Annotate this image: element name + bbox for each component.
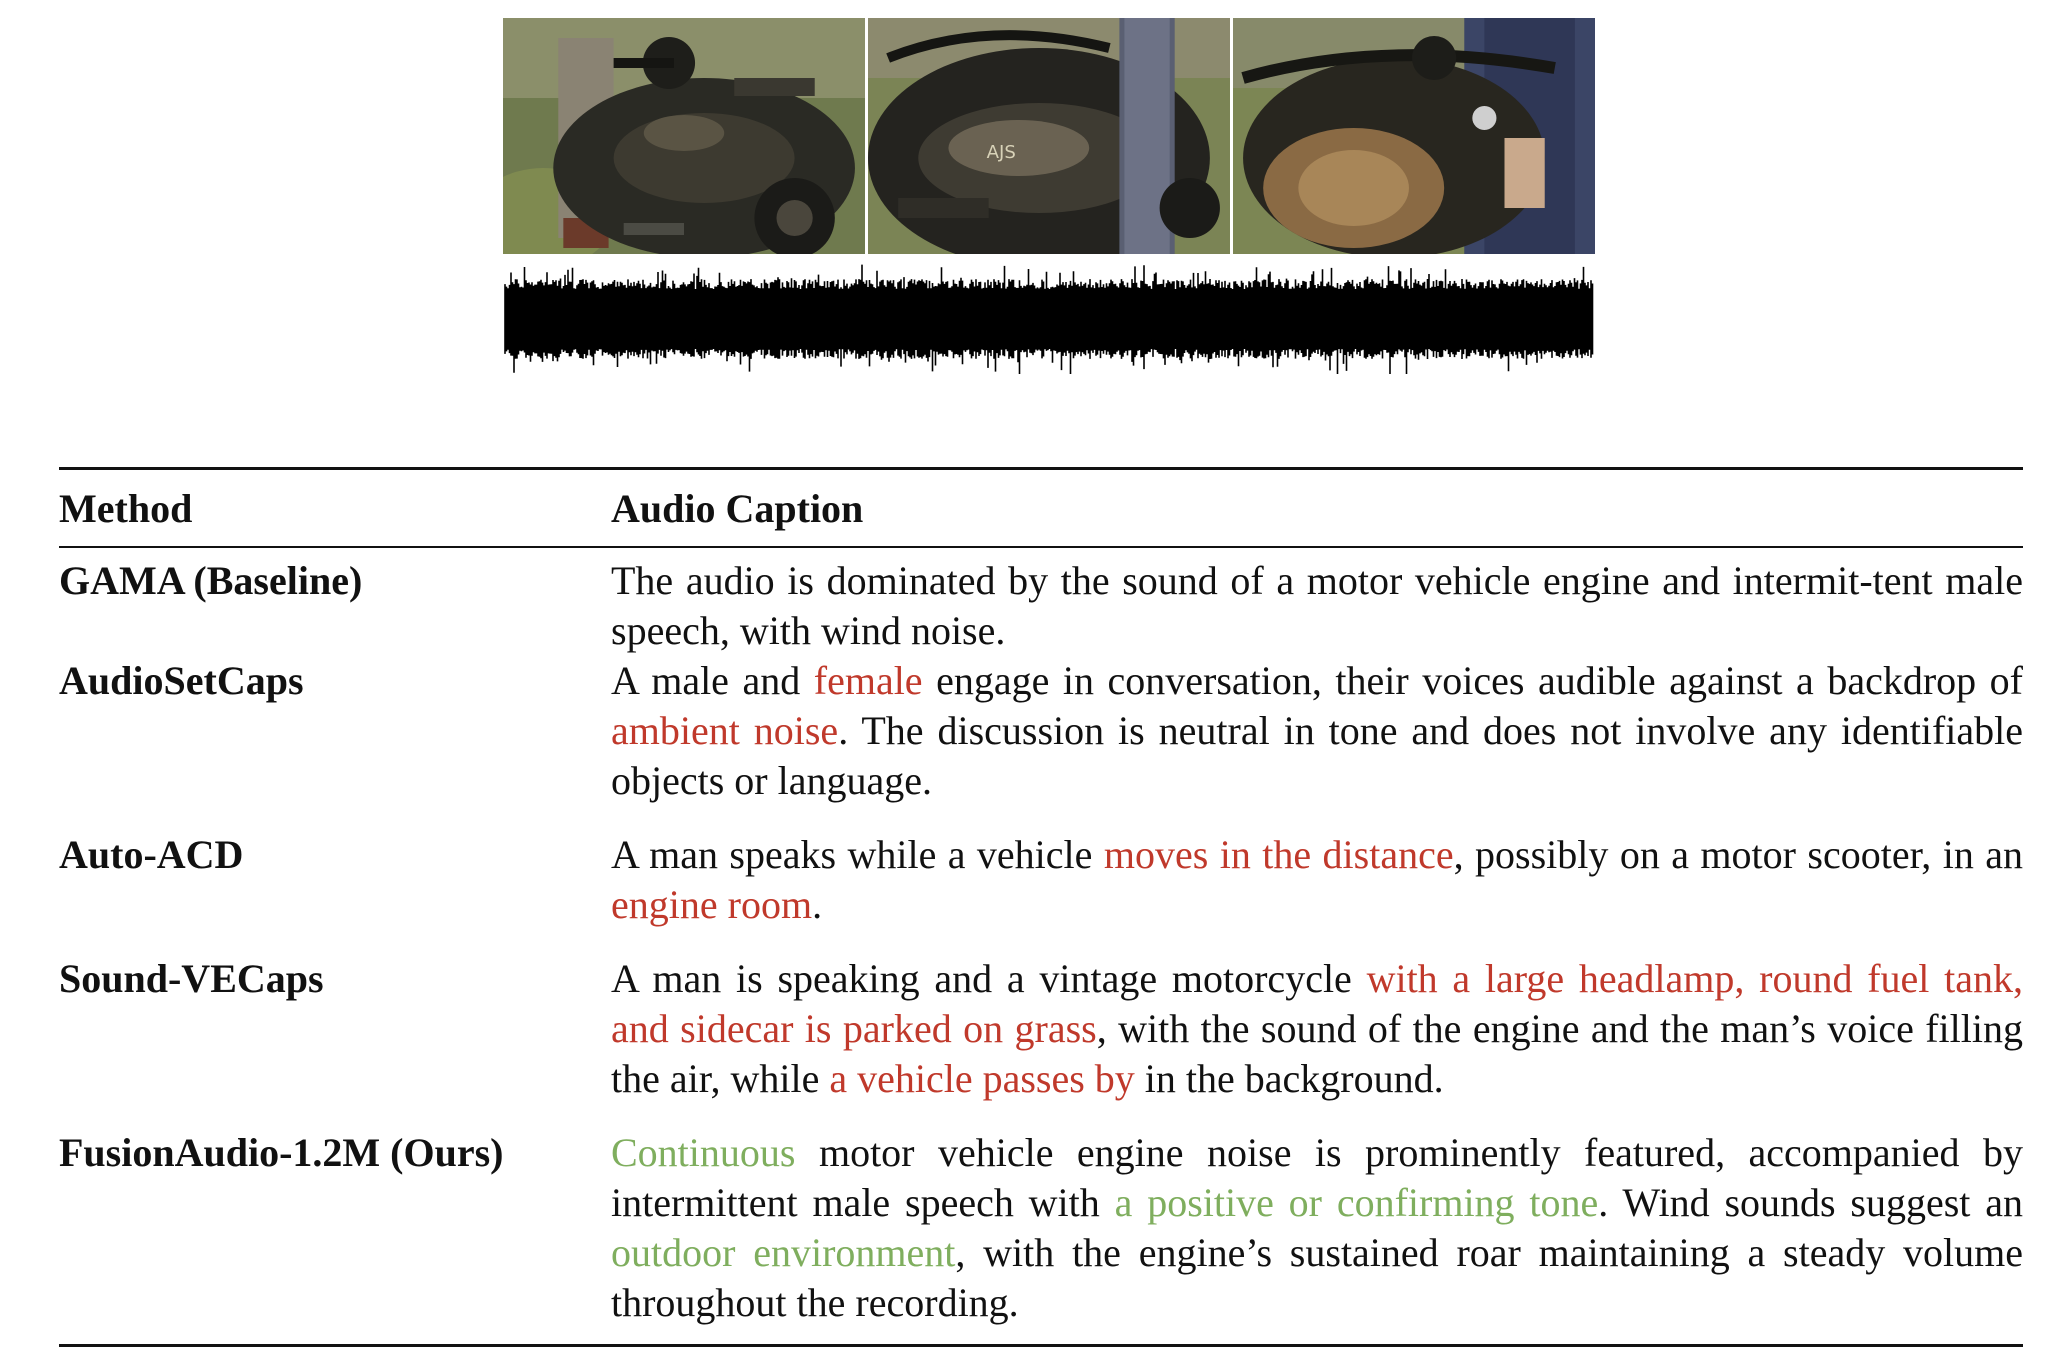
caption-error-span: engine room bbox=[611, 882, 813, 927]
caption-error-span: a vehicle passes by bbox=[829, 1056, 1135, 1101]
video-frames bbox=[503, 18, 1595, 254]
table-row bbox=[59, 1128, 2023, 1328]
caption-error-span: moves in the distance bbox=[1103, 832, 1454, 877]
table-row bbox=[59, 954, 2023, 1104]
caption-error-span: with a large headlamp, round fuel tank, and sidecar is parked on grass bbox=[611, 956, 2023, 1051]
caption-highlight-span: Continuous bbox=[611, 1130, 796, 1175]
method-name: GAMA (Baseline) bbox=[59, 558, 363, 603]
caption-text-span: . Wind sounds suggest an bbox=[1598, 1180, 2024, 1225]
caption-text-span: in the background. bbox=[1134, 1056, 1444, 1101]
caption-text-span: , with the sound of the engine and the man’s voice filling the air, while bbox=[611, 1006, 2023, 1101]
caption-highlight-span: outdoor environment bbox=[611, 1230, 956, 1275]
method-name: Auto-ACD bbox=[59, 832, 244, 877]
caption-comparison-table bbox=[59, 467, 2023, 1347]
audio-caption bbox=[611, 830, 2023, 930]
caption-text-span: A male and bbox=[611, 658, 814, 703]
video-frame-1 bbox=[503, 18, 865, 254]
caption-text-span: , with the engine’s sustained roar maintaining a steady volume throughout the recording. bbox=[611, 1230, 2023, 1325]
method-name: Sound-VECaps bbox=[59, 956, 324, 1001]
header-method: Method bbox=[59, 485, 193, 531]
audio-caption bbox=[611, 656, 2023, 806]
caption-error-span: ambient noise bbox=[611, 708, 839, 753]
caption-error-span: female bbox=[813, 658, 923, 703]
audio-caption bbox=[611, 1128, 2023, 1328]
caption-text-span: A man is speaking and a vintage motorcycle bbox=[611, 956, 1367, 1001]
table-body bbox=[59, 548, 2023, 1344]
caption-text-span: , possibly on a motor scooter, in an bbox=[1453, 832, 2024, 877]
video-frame-3 bbox=[1233, 18, 1595, 254]
method-name: AudioSetCaps bbox=[59, 658, 304, 703]
audio-caption bbox=[611, 556, 2023, 656]
video-frame-2 bbox=[868, 18, 1230, 254]
video-audio-figure bbox=[503, 18, 1595, 374]
audio-caption bbox=[611, 954, 2023, 1104]
caption-highlight-span: a positive or confirming tone bbox=[1114, 1180, 1599, 1225]
caption-text-span: A man speaks while a vehicle bbox=[611, 832, 1104, 877]
table-row bbox=[59, 556, 2023, 656]
table-row bbox=[59, 830, 2023, 930]
caption-text-span: . bbox=[812, 882, 823, 927]
table-row bbox=[59, 656, 2023, 806]
caption-text-span: . The discussion is neutral in tone and does not involve any identifiable objects or language. bbox=[611, 708, 2023, 803]
method-name: FusionAudio-1.2M (Ours) bbox=[59, 1130, 504, 1175]
audio-waveform bbox=[503, 264, 1595, 374]
header-audio-caption: Audio Caption bbox=[611, 485, 864, 531]
caption-text-span: The audio is dominated by the sound of a motor vehicle engine and intermit-tent male speech, with wind noise. bbox=[611, 558, 2023, 653]
table-header bbox=[59, 470, 2023, 548]
caption-text-span: motor vehicle engine noise is prominently featured, accompanied by intermittent male speech with bbox=[611, 1130, 2023, 1225]
svg-text:AJS: AJS bbox=[986, 142, 1016, 163]
caption-text-span: engage in conversation, their voices audible against a backdrop of bbox=[922, 658, 2023, 703]
